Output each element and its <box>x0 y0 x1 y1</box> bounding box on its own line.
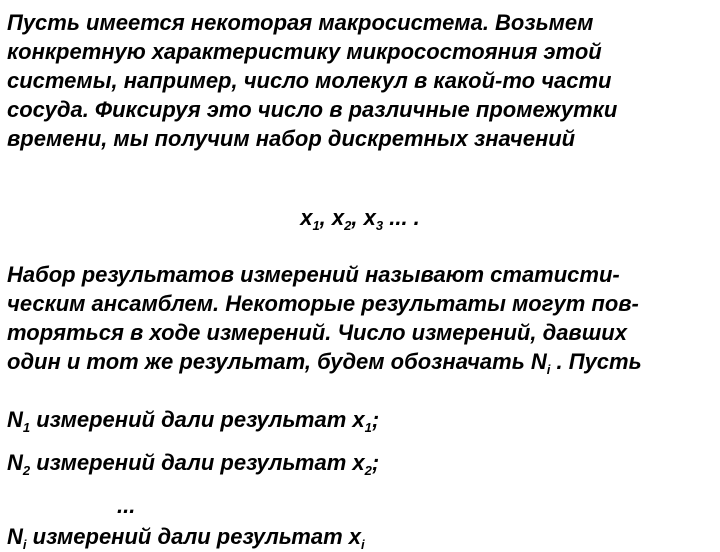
paragraph-line: конкретную характеристику микросостояния этой <box>7 39 602 64</box>
paragraph-line: сосуда. Фиксируя это число в различные промежутки <box>7 97 618 122</box>
paragraph-line: торяться в ходе измерений. Число измерений, давших <box>7 320 627 345</box>
formula-sub: 2 <box>364 463 372 478</box>
paragraph-line: системы, например, число молекул в какой-то части <box>7 68 612 93</box>
paragraph-line: ческим ансамблем. Некоторые результаты могут пов- <box>7 291 639 316</box>
formula-var: N <box>7 407 23 432</box>
formula-sub: i <box>22 537 27 552</box>
paragraph-line: Пусть имеется некоторая макросистема. Возьмем <box>7 10 594 35</box>
formula-sequence <box>0 205 720 231</box>
list-item-text: измерений дали результат <box>30 407 353 432</box>
formula-var: x <box>331 205 345 230</box>
formula-sub: 1 <box>312 218 320 233</box>
formula-tail: ... . <box>383 205 420 230</box>
paragraph-intro <box>7 8 713 153</box>
formula-sub: i <box>546 362 551 377</box>
formula-var: N <box>530 349 547 374</box>
formula-var: x <box>352 407 365 432</box>
paragraph-line: времени, мы получим набор дискретных значений <box>7 126 576 151</box>
formula-var: x <box>348 524 362 549</box>
list-item <box>7 407 379 433</box>
formula-var: N <box>7 450 23 475</box>
list-ellipsis: ... <box>117 493 136 518</box>
formula-var: x <box>352 450 365 475</box>
formula-sub: 2 <box>22 463 31 478</box>
formula-var: x <box>363 205 376 230</box>
formula-var: x <box>300 205 313 230</box>
list-item <box>7 524 365 550</box>
paragraph-ensemble <box>7 260 713 376</box>
list-item-end: ; <box>371 450 380 475</box>
formula-var: N <box>7 524 23 549</box>
list-item-text: измерений дали результат <box>26 524 349 549</box>
formula-sub: i <box>361 537 365 552</box>
formula-sub: 3 <box>375 218 384 233</box>
formula-sub: 1 <box>364 420 372 435</box>
paragraph-line: Набор результатов измерений называют статисти- <box>7 262 620 287</box>
formula-sub: 2 <box>344 218 352 233</box>
text-fragment: . Пусть <box>550 349 642 374</box>
formula-sub: 1 <box>22 420 31 435</box>
list-item <box>7 450 379 476</box>
list-item-text: измерений дали результат <box>30 450 353 475</box>
formula-sep: , <box>351 205 364 230</box>
list-item-end: ; <box>371 407 380 432</box>
text-fragment: один и тот же результат, будем обозначать <box>7 349 531 374</box>
paragraph-last-line <box>7 347 713 376</box>
formula-sep: , <box>319 205 332 230</box>
